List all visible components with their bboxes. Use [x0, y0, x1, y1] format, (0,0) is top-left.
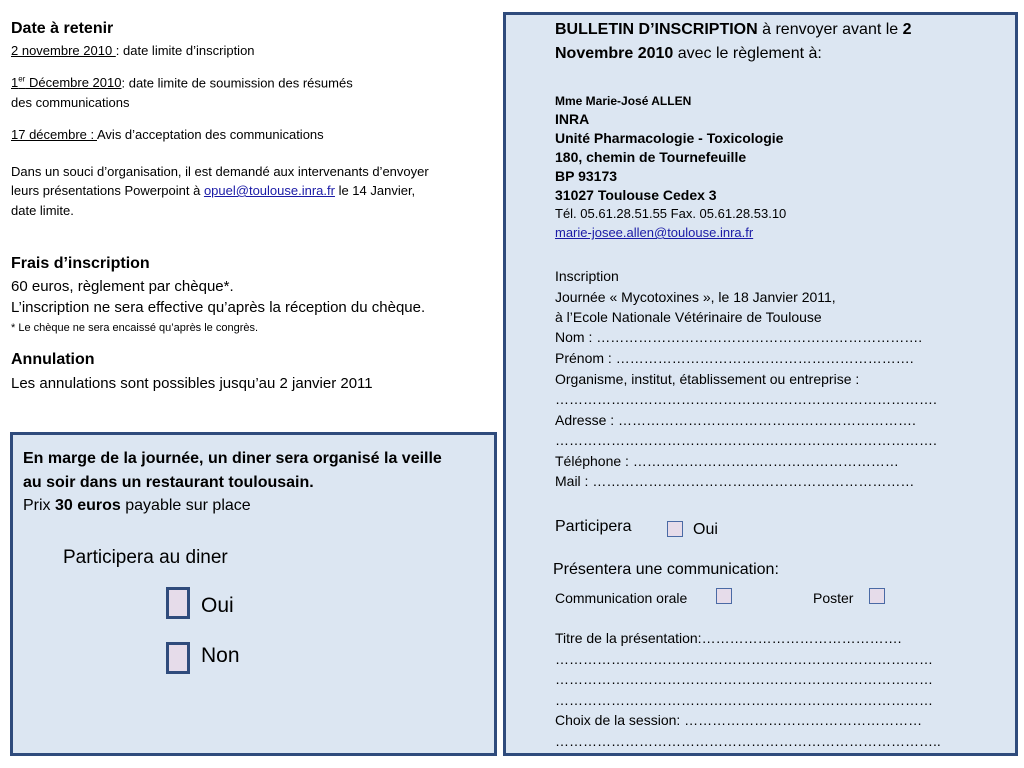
event-line-1: Journée « Mycotoxines », le 18 Janvier 2011,	[555, 289, 836, 305]
poster-label: Poster	[813, 590, 854, 606]
deadline-registration-date: 2 novembre 2010	[11, 43, 116, 58]
cancel-text: Les annulations sont possibles jusqu’au 2 janvier 2011	[11, 375, 373, 392]
dinner-question: Participera au diner	[63, 547, 228, 568]
oral-communication-checkbox[interactable]	[716, 588, 732, 604]
participate-yes-label: Oui	[693, 521, 718, 538]
event-line-2: à l’Ecole Nationale Vétérinaire de Toulouse	[555, 309, 822, 325]
contact-name: Mme Marie-José ALLEN	[555, 94, 692, 108]
contact-org: INRA	[555, 111, 590, 127]
dinner-price: Prix 30 euros payable sur place	[23, 497, 251, 514]
contact-bp: BP 93173	[555, 168, 618, 184]
participate-label: Participera	[555, 518, 632, 535]
dinner-no-label: Non	[201, 644, 240, 667]
deadline-abstracts	[11, 75, 353, 90]
deadline-registration	[11, 43, 255, 58]
dinner-box	[10, 432, 497, 756]
field-titre-3[interactable]: ………………………………………………………………………	[555, 671, 933, 687]
registration-form-box	[503, 12, 1018, 756]
deadline-acceptance	[11, 127, 324, 142]
field-organisme[interactable]: ……………………………………………………………………….	[555, 391, 937, 407]
fees-line-1: 60 euros, règlement par chèque*.	[11, 278, 234, 295]
field-titre-2[interactable]: ………………………………………………………………………	[555, 651, 933, 667]
dinner-line-1: En marge de la journée, un diner sera organisé la veille	[23, 450, 442, 467]
dinner-no-checkbox[interactable]	[166, 642, 190, 674]
deadline-abstracts-text: : date limite de soumission des résumés	[121, 75, 353, 91]
inscription-label: Inscription	[555, 268, 619, 284]
organisation-note-1: Dans un souci d’organisation, il est demandé aux intervenants d’envoyer	[11, 164, 429, 179]
deadline-acceptance-text: Avis d’acceptation des communications	[97, 127, 324, 142]
field-telephone[interactable]: Téléphone : …………………………………………………	[555, 453, 899, 469]
oral-communication-label: Communication orale	[555, 590, 688, 606]
organisation-note-3: date limite.	[11, 203, 74, 218]
deadline-acceptance-date: 17 décembre :	[11, 127, 97, 142]
field-session-2[interactable]: ………………………………………………………………………..	[555, 733, 941, 749]
dinner-line-2: au soir dans un restaurant toulousain.	[23, 474, 314, 491]
cancel-title: Annulation	[11, 351, 95, 368]
form-header-1: BULLETIN D’INSCRIPTION à renvoyer avant le 2	[555, 21, 912, 38]
contact-city: 31027 Toulouse Cedex 3	[555, 187, 717, 203]
present-communication-label: Présentera une communication:	[553, 561, 779, 578]
fees-title: Frais d’inscription	[11, 255, 150, 272]
field-session[interactable]: Choix de la session: ……………………………………………	[555, 712, 923, 728]
organisation-note-2: leurs présentations Powerpoint à opuel@toulouse.inra.fr le 14 Janvier,	[11, 183, 416, 198]
field-adresse-2[interactable]: ……………………………………………………………………….	[555, 432, 937, 448]
contact-unit: Unité Pharmacologie - Toxicologie	[555, 130, 784, 146]
field-nom[interactable]: Nom : …………………………………………………………….	[555, 329, 923, 345]
deadline-registration-text: : date limite d’inscription	[115, 43, 255, 58]
field-prenom[interactable]: Prénom : ……………………………………………………….	[555, 350, 914, 366]
contact-phone-fax: Tél. 05.61.28.51.55 Fax. 05.61.28.53.10	[555, 206, 787, 221]
dates-title: Date à retenir	[11, 20, 114, 37]
contact-email-link[interactable]: marie-josee.allen@toulouse.inra.fr	[555, 225, 754, 240]
participate-yes-checkbox[interactable]	[667, 521, 683, 537]
field-adresse[interactable]: Adresse : ……………………………………………………….	[555, 412, 916, 428]
form-header-2: Novembre 2010 avec le règlement à:	[555, 45, 822, 62]
dinner-yes-label: Oui	[201, 594, 234, 617]
field-mail[interactable]: Mail : ……………………………………………………………	[555, 473, 915, 489]
deadline-abstracts-text-2: des communications	[11, 95, 130, 110]
fees-line-2: L’inscription ne sera effective qu’après la réception du chèque.	[11, 299, 426, 316]
fees-footnote: * Le chèque ne sera encaissé qu’après le congrès.	[11, 322, 259, 334]
field-organisme-label: Organisme, institut, établissement ou entreprise :	[555, 371, 860, 387]
poster-checkbox[interactable]	[869, 588, 885, 604]
field-titre[interactable]: Titre de la présentation:…………………………………….	[555, 630, 902, 646]
dinner-yes-checkbox[interactable]	[166, 587, 190, 619]
organizer-email-link[interactable]: opuel@toulouse.inra.fr	[203, 183, 335, 198]
contact-street: 180, chemin de Tournefeuille	[555, 149, 747, 165]
deadline-abstracts-date: 1er Décembre 2010	[11, 75, 122, 91]
field-titre-4[interactable]: ………………………………………………………………………	[555, 692, 933, 708]
